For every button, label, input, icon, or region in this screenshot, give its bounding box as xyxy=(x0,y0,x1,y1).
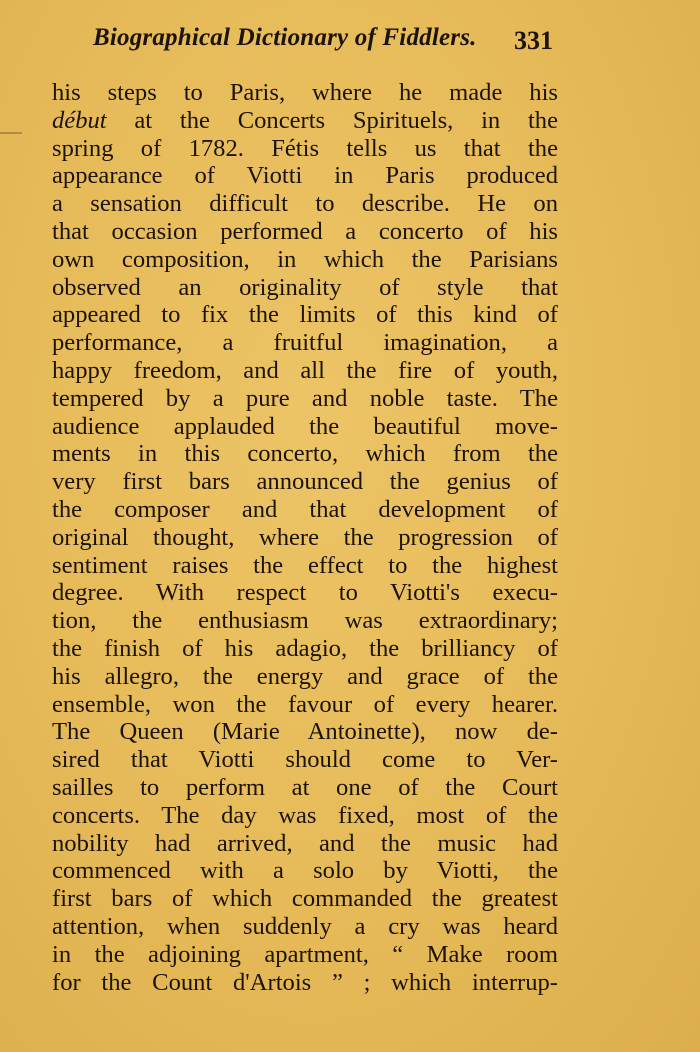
text-line: the finish of his adagio, the brilliancy of xyxy=(52,634,558,662)
text-line: first bars of which commanded the greatest xyxy=(52,885,558,913)
text-line: attention, when suddenly a cry was heard xyxy=(52,912,558,940)
body-text xyxy=(52,79,558,996)
text-line xyxy=(52,107,558,135)
text-line: tempered by a pure and noble taste. The xyxy=(52,384,558,412)
text-line: commenced with a solo by Viotti, the xyxy=(52,857,558,885)
text-line: concerts. The day was fixed, most of the xyxy=(52,801,558,829)
text-line: observed an originality of style that xyxy=(52,273,558,301)
page-number: 331 xyxy=(514,26,553,55)
text-line: appearance of Viotti in Paris produced xyxy=(52,162,558,190)
text-line: ensemble, won the favour of every hearer. xyxy=(52,690,558,718)
text-line: original thought, where the progression of xyxy=(52,523,558,551)
text-line: the composer and that development of xyxy=(52,495,558,523)
text-line: for the Count d'Artois ” ; which interrup- xyxy=(52,968,558,996)
text-line: his steps to Paris, where he made his xyxy=(52,79,558,106)
text-line: audience applauded the beautiful move- xyxy=(52,412,558,440)
text-line: sailles to perform at one of the Court xyxy=(52,773,558,801)
text-line: The Queen (Marie Antoinette), now de- xyxy=(52,718,558,746)
text-line: that occasion performed a concerto of his xyxy=(52,217,558,245)
italic-word-debut: début xyxy=(52,106,107,134)
text-line: sired that Viotti should come to Ver- xyxy=(52,746,558,774)
text-line: nobility had arrived, and the music had xyxy=(52,829,558,857)
text-line: spring of 1782. Fétis tells us that the xyxy=(52,134,558,162)
text-line: sentiment raises the effect to the highest xyxy=(52,551,558,579)
margin-mark xyxy=(0,132,22,134)
text-line: his allegro, the energy and grace of the xyxy=(52,662,558,690)
running-title: Biographical Dictionary of Fiddlers. xyxy=(93,24,477,51)
text-line: own composition, in which the Parisians xyxy=(52,245,558,273)
text-line: ments in this concerto, which from the xyxy=(52,440,558,468)
text-line: tion, the enthusiasm was extraordinary; xyxy=(52,607,558,635)
running-header xyxy=(0,24,640,64)
text-line-remainder: at the Concerts Spirituels, in the xyxy=(106,106,558,134)
text-line: degree. With respect to Viotti's execu- xyxy=(52,579,558,607)
text-line: happy freedom, and all the fire of youth, xyxy=(52,356,558,384)
text-line: appeared to fix the limits of this kind of xyxy=(52,301,558,329)
text-line: very first bars announced the genius of xyxy=(52,468,558,496)
text-line: in the adjoining apartment, “ Make room xyxy=(52,940,558,968)
text-line: a sensation difficult to describe. He on xyxy=(52,190,558,218)
text-line: performance, a fruitful imagination, a xyxy=(52,329,558,357)
